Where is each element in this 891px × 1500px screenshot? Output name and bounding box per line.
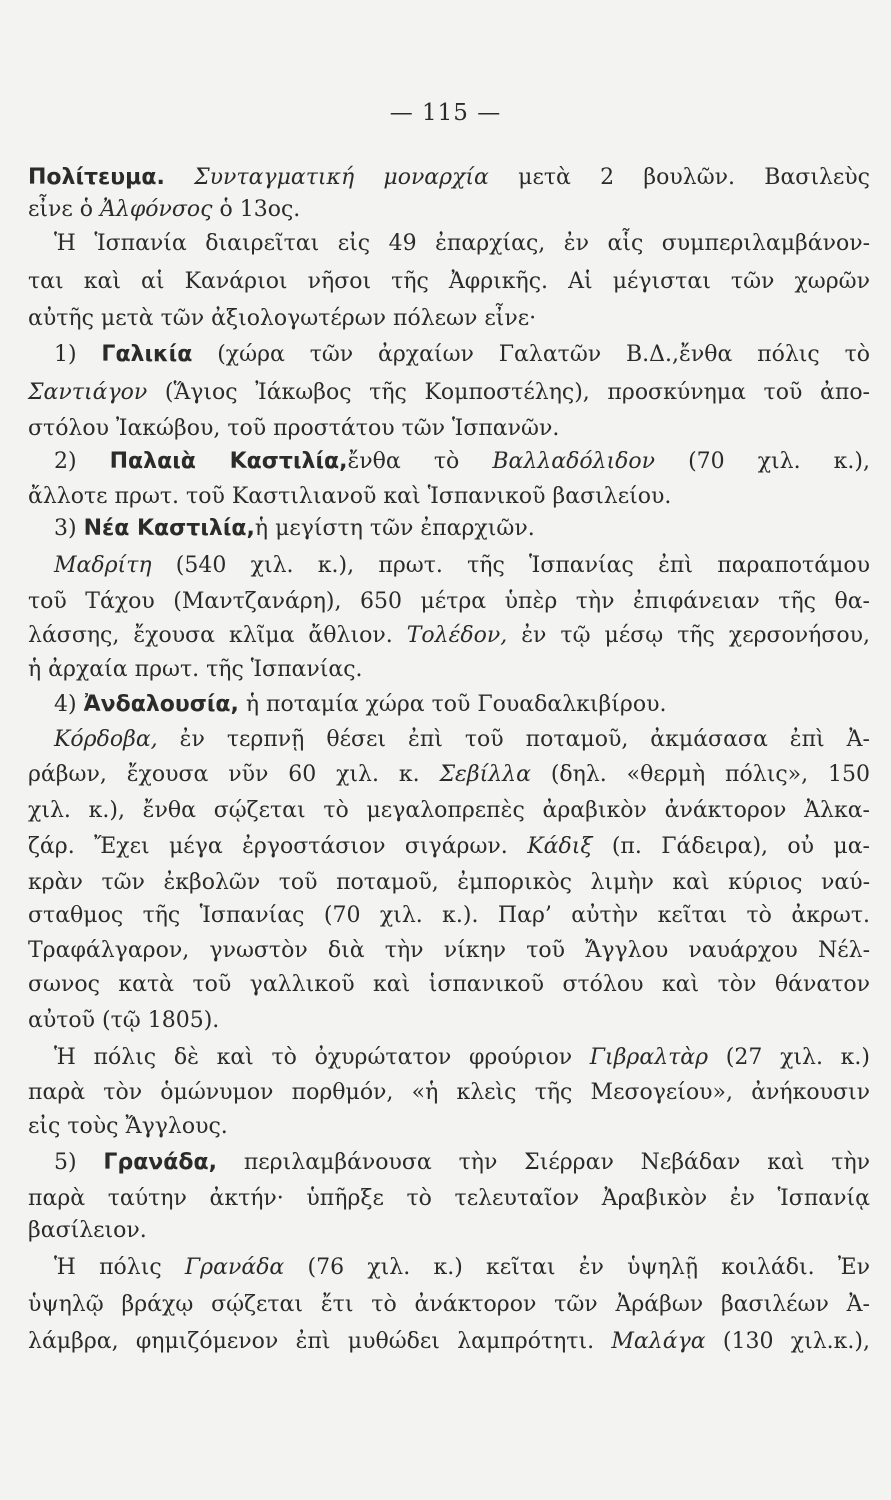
heading-galikia: Γαλικία: [101, 342, 193, 367]
text-line: παρὰ τὸν ὁμώνυμον πορθμόν, «ἡ κλεὶς τῆς Μεσογείου», ἀνήκουσιν: [28, 1080, 870, 1105]
heading-granada: Γρανάδα,: [103, 1150, 217, 1175]
text-line: τοῦ Τάχου (Μαντζανάρη), 650 μέτρα ὑπὲρ τὴν ἐπιφάνειαν τῆς θα-: [28, 589, 870, 614]
text-line: ται καὶ αἱ Κανάριοι νῆσοι τῆς Ἀφρικῆς. Αἱ μέγισται τῶν χωρῶν: [28, 269, 870, 294]
text-line: ράβων, ἔχουσα νῦν 60 χιλ. κ. Σεβίλλα (δηλ. «θερμὴ πόλις», 150: [28, 762, 870, 787]
heading-nea-kastilia: Νέα Καστιλία,: [83, 516, 255, 541]
heading-palaia-kastilia: Παλαιὰ Καστιλία,: [109, 449, 348, 474]
text-line: Ἡ πόλις δὲ καὶ τὸ ὀχυρώτατον φρούριον Γιβραλτὰρ (27 χιλ. κ.): [54, 1045, 870, 1070]
text-line: ἄλλοτε πρωτ. τοῦ Καστιλιανοῦ καὶ Ἱσπανικοῦ βασιλείου.: [28, 484, 672, 509]
text-line: 5) Γρανάδα, περιλαμβάνουσα τὴν Σιέρραν Νεβάδαν καὶ τὴν: [54, 1150, 870, 1175]
text-line: Τραφάλγαρον, γνωστὸν διὰ τὴν νίκην τοῦ Ἄγγλου ναυάρχου Νέλ-: [28, 938, 870, 963]
text-line: ζάρ. Ἔχει μέγα ἐργοστάσιον σιγάρων. Κάδιξ (π. Γάδειρα), οὐ μα-: [28, 834, 870, 859]
text-line: κρὰν τῶν ἐκβολῶν τοῦ ποταμοῦ, ἐμπορικὸς λιμὴν καὶ κύριος ναύ-: [28, 870, 870, 895]
page-number: — 115 —: [389, 100, 502, 126]
text-line: 1) Γαλικία (χώρα τῶν ἀρχαίων Γαλατῶν Β.Δ.,ἔνθα πόλις τὸ: [54, 342, 870, 367]
text-line: εἰς τοὺς Ἄγγλους.: [28, 1114, 228, 1139]
text-line: στόλου Ἰακώβου, τοῦ προστάτου τῶν Ἱσπανῶν.: [28, 416, 560, 441]
text-line: Κόρδοβα, ἐν τερπνῇ θέσει ἐπὶ τοῦ ποταμοῦ, ἀκμάσασα ἐπὶ Ἀ-: [54, 727, 870, 752]
text-line: εἶνε ὁ Ἀλφόνσος ὁ 13ος.: [28, 197, 301, 222]
heading-andalousia: Ἀνδαλουσία,: [83, 692, 239, 717]
text-line: χιλ. κ.), ἔνθα σῴζεται τὸ μεγαλοπρεπὲς ἀραβικὸν ἀνάκτορον Ἀλκα-: [28, 798, 870, 823]
text-line: 4) Ἀνδαλουσία, ἡ ποταμία χώρα τοῦ Γουαδαλκιβίρου.: [54, 692, 667, 717]
text-line: παρὰ ταύτην ἀκτήν· ὑπῆρξε τὸ τελευταῖον Ἀραβικὸν ἐν Ἱσπανίᾳ: [28, 1186, 870, 1211]
text-line: 3) Νέα Καστιλία,ἡ μεγίστη τῶν ἐπαρχιῶν.: [54, 516, 535, 541]
text-line: 2) Παλαιὰ Καστιλία,ἔνθα τὸ Βαλλαδόλιδον (70 χιλ. κ.),: [54, 449, 870, 474]
text-line: ἡ ἀρχαία πρωτ. τῆς Ἱσπανίας.: [28, 657, 363, 682]
text-line: Ἡ πόλις Γρανάδα (76 χιλ. κ.) κεῖται ἐν ὑψηλῇ κοιλάδι. Ἐν: [54, 1255, 870, 1280]
text-line: λάμβρα, φημιζόμενον ἐπὶ μυθώδει λαμπρότητι. Μαλάγα (130 χιλ.κ.),: [28, 1329, 870, 1354]
text-line: αὐτῆς μετὰ τῶν ἀξιολογωτέρων πόλεων εἶνε·: [28, 306, 537, 331]
text-line: βασίλειον.: [28, 1218, 147, 1243]
text-line: Μαδρίτη (540 χιλ. κ.), πρωτ. τῆς Ἱσπανίας ἐπὶ παραποτάμου: [54, 553, 870, 578]
text-line: λάσσης, ἔχουσα κλῖμα ἄθλιον. Τολέδον, ἐν τῷ μέσῳ τῆς χερσονήσου,: [28, 623, 870, 648]
text-line: αὐτοῦ (τῷ 1805).: [28, 1008, 220, 1033]
text-line: ὑψηλῷ βράχῳ σῴζεται ἔτι τὸ ἀνάκτορον τῶν Ἀράβων βασιλέων Ἀ-: [28, 1292, 870, 1317]
text-line: σταθμος τῆς Ἱσπανίας (70 χιλ. κ.). Παρ’ αὐτὴν κεῖται τὸ ἀκρωτ.: [28, 903, 870, 928]
text-line: Σαντιάγον (Ἅγιος Ἰάκωβος τῆς Κομποστέλης), προσκύνημα τοῦ ἀπο-: [28, 380, 870, 405]
text-line: Πολίτευμα. Συνταγματική μοναρχία μετὰ 2 βουλῶν. Βασιλεὺς: [28, 165, 870, 190]
heading-politeuma: Πολίτευμα.: [28, 165, 165, 190]
text-line: Ἡ Ἱσπανία διαιρεῖται εἰς 49 ἐπαρχίας, ἐν αἷς συμπεριλαμβάνον-: [54, 231, 870, 256]
text-line: σωνος κατὰ τοῦ γαλλικοῦ καὶ ἱσπανικοῦ στόλου καὶ τὸν θάνατον: [28, 972, 870, 997]
